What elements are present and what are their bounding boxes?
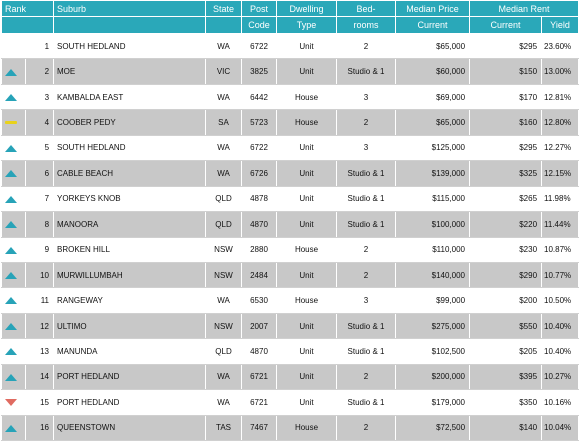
cell-suburb: SOUTH HEDLAND — [54, 34, 206, 59]
cell-rank: 4 — [26, 110, 54, 135]
cell-rank: 6 — [26, 161, 54, 186]
cell-median-price: $100,000 — [396, 212, 470, 237]
table-row — [2, 390, 579, 415]
cell-yield: 12.15% — [542, 161, 579, 186]
trend-up-icon — [5, 170, 17, 177]
cell-dwelling-type: Unit — [277, 313, 337, 338]
cell-median-rent: $230 — [470, 237, 542, 262]
header-rank: Rank — [2, 1, 54, 17]
table-row — [2, 288, 579, 313]
cell-yield: 10.16% — [542, 390, 579, 415]
cell-bedrooms: 2 — [337, 34, 396, 59]
cell-state: WA — [206, 364, 242, 389]
cell-suburb: CABLE BEACH — [54, 161, 206, 186]
cell-median-rent: $295 — [470, 34, 542, 59]
cell-rank: 10 — [26, 262, 54, 287]
cell-yield: 10.40% — [542, 339, 579, 364]
cell-trend — [2, 186, 26, 211]
cell-yield: 10.50% — [542, 288, 579, 313]
cell-bedrooms: 2 — [337, 415, 396, 440]
cell-median-rent: $350 — [470, 390, 542, 415]
cell-dwelling-type: House — [277, 415, 337, 440]
cell-median-price: $60,000 — [396, 59, 470, 84]
cell-median-price: $99,000 — [396, 288, 470, 313]
cell-bedrooms: 3 — [337, 135, 396, 160]
cell-dwelling-type: House — [277, 288, 337, 313]
cell-median-price: $69,000 — [396, 84, 470, 109]
header-dwelling: Dwelling — [277, 1, 337, 17]
header-rank-blank — [2, 17, 54, 34]
header-state: State — [206, 1, 242, 17]
cell-state: WA — [206, 390, 242, 415]
cell-median-rent: $200 — [470, 288, 542, 313]
table-row — [2, 237, 579, 262]
cell-trend — [2, 34, 26, 59]
cell-dwelling-type: Unit — [277, 59, 337, 84]
cell-post-code: 3825 — [242, 59, 277, 84]
cell-dwelling-type: House — [277, 110, 337, 135]
cell-post-code: 6722 — [242, 34, 277, 59]
header-price-current: Current — [396, 17, 470, 34]
cell-median-rent: $395 — [470, 364, 542, 389]
cell-bedrooms: 2 — [337, 262, 396, 287]
header-median-price: Median Price — [396, 1, 470, 17]
cell-yield: 12.27% — [542, 135, 579, 160]
cell-trend — [2, 313, 26, 338]
cell-dwelling-type: Unit — [277, 186, 337, 211]
cell-median-rent: $170 — [470, 84, 542, 109]
table-row — [2, 161, 579, 186]
cell-state: QLD — [206, 186, 242, 211]
cell-rank: 5 — [26, 135, 54, 160]
cell-trend — [2, 110, 26, 135]
cell-bedrooms: 2 — [337, 364, 396, 389]
table-row — [2, 186, 579, 211]
header-median-rent: Median Rent — [470, 1, 579, 17]
table-row — [2, 110, 579, 135]
cell-post-code: 4878 — [242, 186, 277, 211]
cell-median-rent: $325 — [470, 161, 542, 186]
cell-rank: 13 — [26, 339, 54, 364]
cell-bedrooms: 3 — [337, 84, 396, 109]
cell-state: VIC — [206, 59, 242, 84]
cell-post-code: 6442 — [242, 84, 277, 109]
cell-rank: 12 — [26, 313, 54, 338]
cell-suburb: BROKEN HILL — [54, 237, 206, 262]
cell-rank: 3 — [26, 84, 54, 109]
cell-post-code: 7467 — [242, 415, 277, 440]
cell-trend — [2, 59, 26, 84]
trend-up-icon — [5, 374, 17, 381]
trend-up-icon — [5, 196, 17, 203]
cell-trend — [2, 339, 26, 364]
cell-suburb: SOUTH HEDLAND — [54, 135, 206, 160]
table-row — [2, 34, 579, 59]
cell-post-code: 2880 — [242, 237, 277, 262]
cell-trend — [2, 237, 26, 262]
cell-state: TAS — [206, 415, 242, 440]
cell-suburb: QUEENSTOWN — [54, 415, 206, 440]
cell-suburb: MANUNDA — [54, 339, 206, 364]
cell-median-price: $125,000 — [396, 135, 470, 160]
cell-post-code: 6530 — [242, 288, 277, 313]
cell-trend — [2, 135, 26, 160]
trend-up-icon — [5, 247, 17, 254]
cell-yield: 23.60% — [542, 34, 579, 59]
cell-suburb: PORT HEDLAND — [54, 364, 206, 389]
table-row — [2, 212, 579, 237]
cell-suburb: MANOORA — [54, 212, 206, 237]
table-row — [2, 415, 579, 440]
header-bedrooms: Bed- — [337, 1, 396, 17]
table-row — [2, 262, 579, 287]
header-yield: Yield — [542, 17, 579, 34]
cell-suburb: MOE — [54, 59, 206, 84]
cell-median-price: $275,000 — [396, 313, 470, 338]
cell-yield: 11.44% — [542, 212, 579, 237]
cell-state: SA — [206, 110, 242, 135]
cell-state: WA — [206, 161, 242, 186]
cell-median-price: $65,000 — [396, 34, 470, 59]
header-row-bottom — [2, 17, 579, 34]
cell-trend — [2, 390, 26, 415]
cell-rank: 16 — [26, 415, 54, 440]
cell-state: NSW — [206, 262, 242, 287]
table-row — [2, 59, 579, 84]
cell-rank: 14 — [26, 364, 54, 389]
cell-yield: 12.81% — [542, 84, 579, 109]
cell-median-price: $115,000 — [396, 186, 470, 211]
trend-up-icon — [5, 221, 17, 228]
cell-state: NSW — [206, 237, 242, 262]
cell-median-price: $72,500 — [396, 415, 470, 440]
cell-post-code: 4870 — [242, 339, 277, 364]
cell-yield: 12.80% — [542, 110, 579, 135]
cell-suburb: ULTIMO — [54, 313, 206, 338]
cell-median-price: $110,000 — [396, 237, 470, 262]
header-row-top — [2, 1, 579, 17]
trend-up-icon — [5, 272, 17, 279]
cell-median-rent: $160 — [470, 110, 542, 135]
cell-bedrooms: Studio & 1 — [337, 161, 396, 186]
cell-bedrooms: Studio & 1 — [337, 339, 396, 364]
cell-dwelling-type: Unit — [277, 390, 337, 415]
cell-bedrooms: Studio & 1 — [337, 390, 396, 415]
cell-post-code: 6721 — [242, 390, 277, 415]
cell-yield: 10.40% — [542, 313, 579, 338]
cell-median-price: $179,000 — [396, 390, 470, 415]
cell-post-code: 4870 — [242, 212, 277, 237]
trend-up-icon — [5, 145, 17, 152]
trend-down-icon — [5, 399, 17, 406]
table-row — [2, 135, 579, 160]
cell-state: QLD — [206, 212, 242, 237]
table-row — [2, 313, 579, 338]
cell-dwelling-type: Unit — [277, 212, 337, 237]
cell-dwelling-type: Unit — [277, 161, 337, 186]
cell-rank: 1 — [26, 34, 54, 59]
cell-state: WA — [206, 84, 242, 109]
cell-state: WA — [206, 288, 242, 313]
cell-bedrooms: 3 — [337, 288, 396, 313]
cell-median-price: $102,500 — [396, 339, 470, 364]
table-body — [2, 34, 579, 441]
header-type: Type — [277, 17, 337, 34]
cell-suburb: RANGEWAY — [54, 288, 206, 313]
cell-post-code: 6726 — [242, 161, 277, 186]
table-row — [2, 364, 579, 389]
cell-bedrooms: 2 — [337, 110, 396, 135]
cell-state: QLD — [206, 339, 242, 364]
cell-median-rent: $140 — [470, 415, 542, 440]
cell-dwelling-type: Unit — [277, 34, 337, 59]
header-suburb-blank — [54, 17, 206, 34]
table-row — [2, 84, 579, 109]
header-code: Code — [242, 17, 277, 34]
cell-suburb: KAMBALDA EAST — [54, 84, 206, 109]
cell-yield: 10.77% — [542, 262, 579, 287]
cell-dwelling-type: Unit — [277, 135, 337, 160]
cell-state: WA — [206, 34, 242, 59]
cell-dwelling-type: Unit — [277, 262, 337, 287]
header-rent-current: Current — [470, 17, 542, 34]
cell-suburb: YORKEYS KNOB — [54, 186, 206, 211]
cell-yield: 10.04% — [542, 415, 579, 440]
cell-dwelling-type: House — [277, 237, 337, 262]
cell-post-code: 2007 — [242, 313, 277, 338]
cell-trend — [2, 262, 26, 287]
trend-up-icon — [5, 69, 17, 76]
cell-trend — [2, 84, 26, 109]
cell-median-price: $139,000 — [396, 161, 470, 186]
cell-median-rent: $150 — [470, 59, 542, 84]
cell-trend — [2, 415, 26, 440]
cell-median-rent: $265 — [470, 186, 542, 211]
header-state-blank — [206, 17, 242, 34]
cell-post-code: 5723 — [242, 110, 277, 135]
cell-trend — [2, 212, 26, 237]
cell-rank: 2 — [26, 59, 54, 84]
cell-suburb: MURWILLUMBAH — [54, 262, 206, 287]
cell-dwelling-type: House — [277, 84, 337, 109]
trend-flat-icon — [5, 121, 17, 124]
cell-yield: 10.87% — [542, 237, 579, 262]
cell-median-rent: $220 — [470, 212, 542, 237]
cell-bedrooms: 2 — [337, 237, 396, 262]
trend-up-icon — [5, 323, 17, 330]
trend-up-icon — [5, 94, 17, 101]
cell-median-price: $65,000 — [396, 110, 470, 135]
table-row — [2, 339, 579, 364]
cell-dwelling-type: Unit — [277, 364, 337, 389]
cell-post-code: 6721 — [242, 364, 277, 389]
cell-suburb: PORT HEDLAND — [54, 390, 206, 415]
cell-bedrooms: Studio & 1 — [337, 212, 396, 237]
cell-post-code: 6722 — [242, 135, 277, 160]
cell-median-price: $140,000 — [396, 262, 470, 287]
cell-median-rent: $290 — [470, 262, 542, 287]
cell-state: NSW — [206, 313, 242, 338]
cell-median-rent: $295 — [470, 135, 542, 160]
cell-trend — [2, 364, 26, 389]
cell-yield: 10.27% — [542, 364, 579, 389]
header-post: Post — [242, 1, 277, 17]
trend-up-icon — [5, 297, 17, 304]
cell-bedrooms: Studio & 1 — [337, 59, 396, 84]
cell-rank: 9 — [26, 237, 54, 262]
cell-trend — [2, 288, 26, 313]
cell-suburb: COOBER PEDY — [54, 110, 206, 135]
trend-up-icon — [5, 425, 17, 432]
cell-median-rent: $205 — [470, 339, 542, 364]
cell-median-price: $200,000 — [396, 364, 470, 389]
cell-bedrooms: Studio & 1 — [337, 313, 396, 338]
cell-state: WA — [206, 135, 242, 160]
cell-median-rent: $550 — [470, 313, 542, 338]
cell-rank: 11 — [26, 288, 54, 313]
cell-rank: 7 — [26, 186, 54, 211]
rental-yield-table — [1, 0, 579, 441]
cell-yield: 11.98% — [542, 186, 579, 211]
cell-yield: 13.00% — [542, 59, 579, 84]
cell-bedrooms: Studio & 1 — [337, 186, 396, 211]
cell-trend — [2, 161, 26, 186]
cell-post-code: 2484 — [242, 262, 277, 287]
header-rooms: rooms — [337, 17, 396, 34]
cell-dwelling-type: Unit — [277, 339, 337, 364]
cell-rank: 8 — [26, 212, 54, 237]
header-suburb: Suburb — [54, 1, 206, 17]
cell-rank: 15 — [26, 390, 54, 415]
trend-up-icon — [5, 348, 17, 355]
